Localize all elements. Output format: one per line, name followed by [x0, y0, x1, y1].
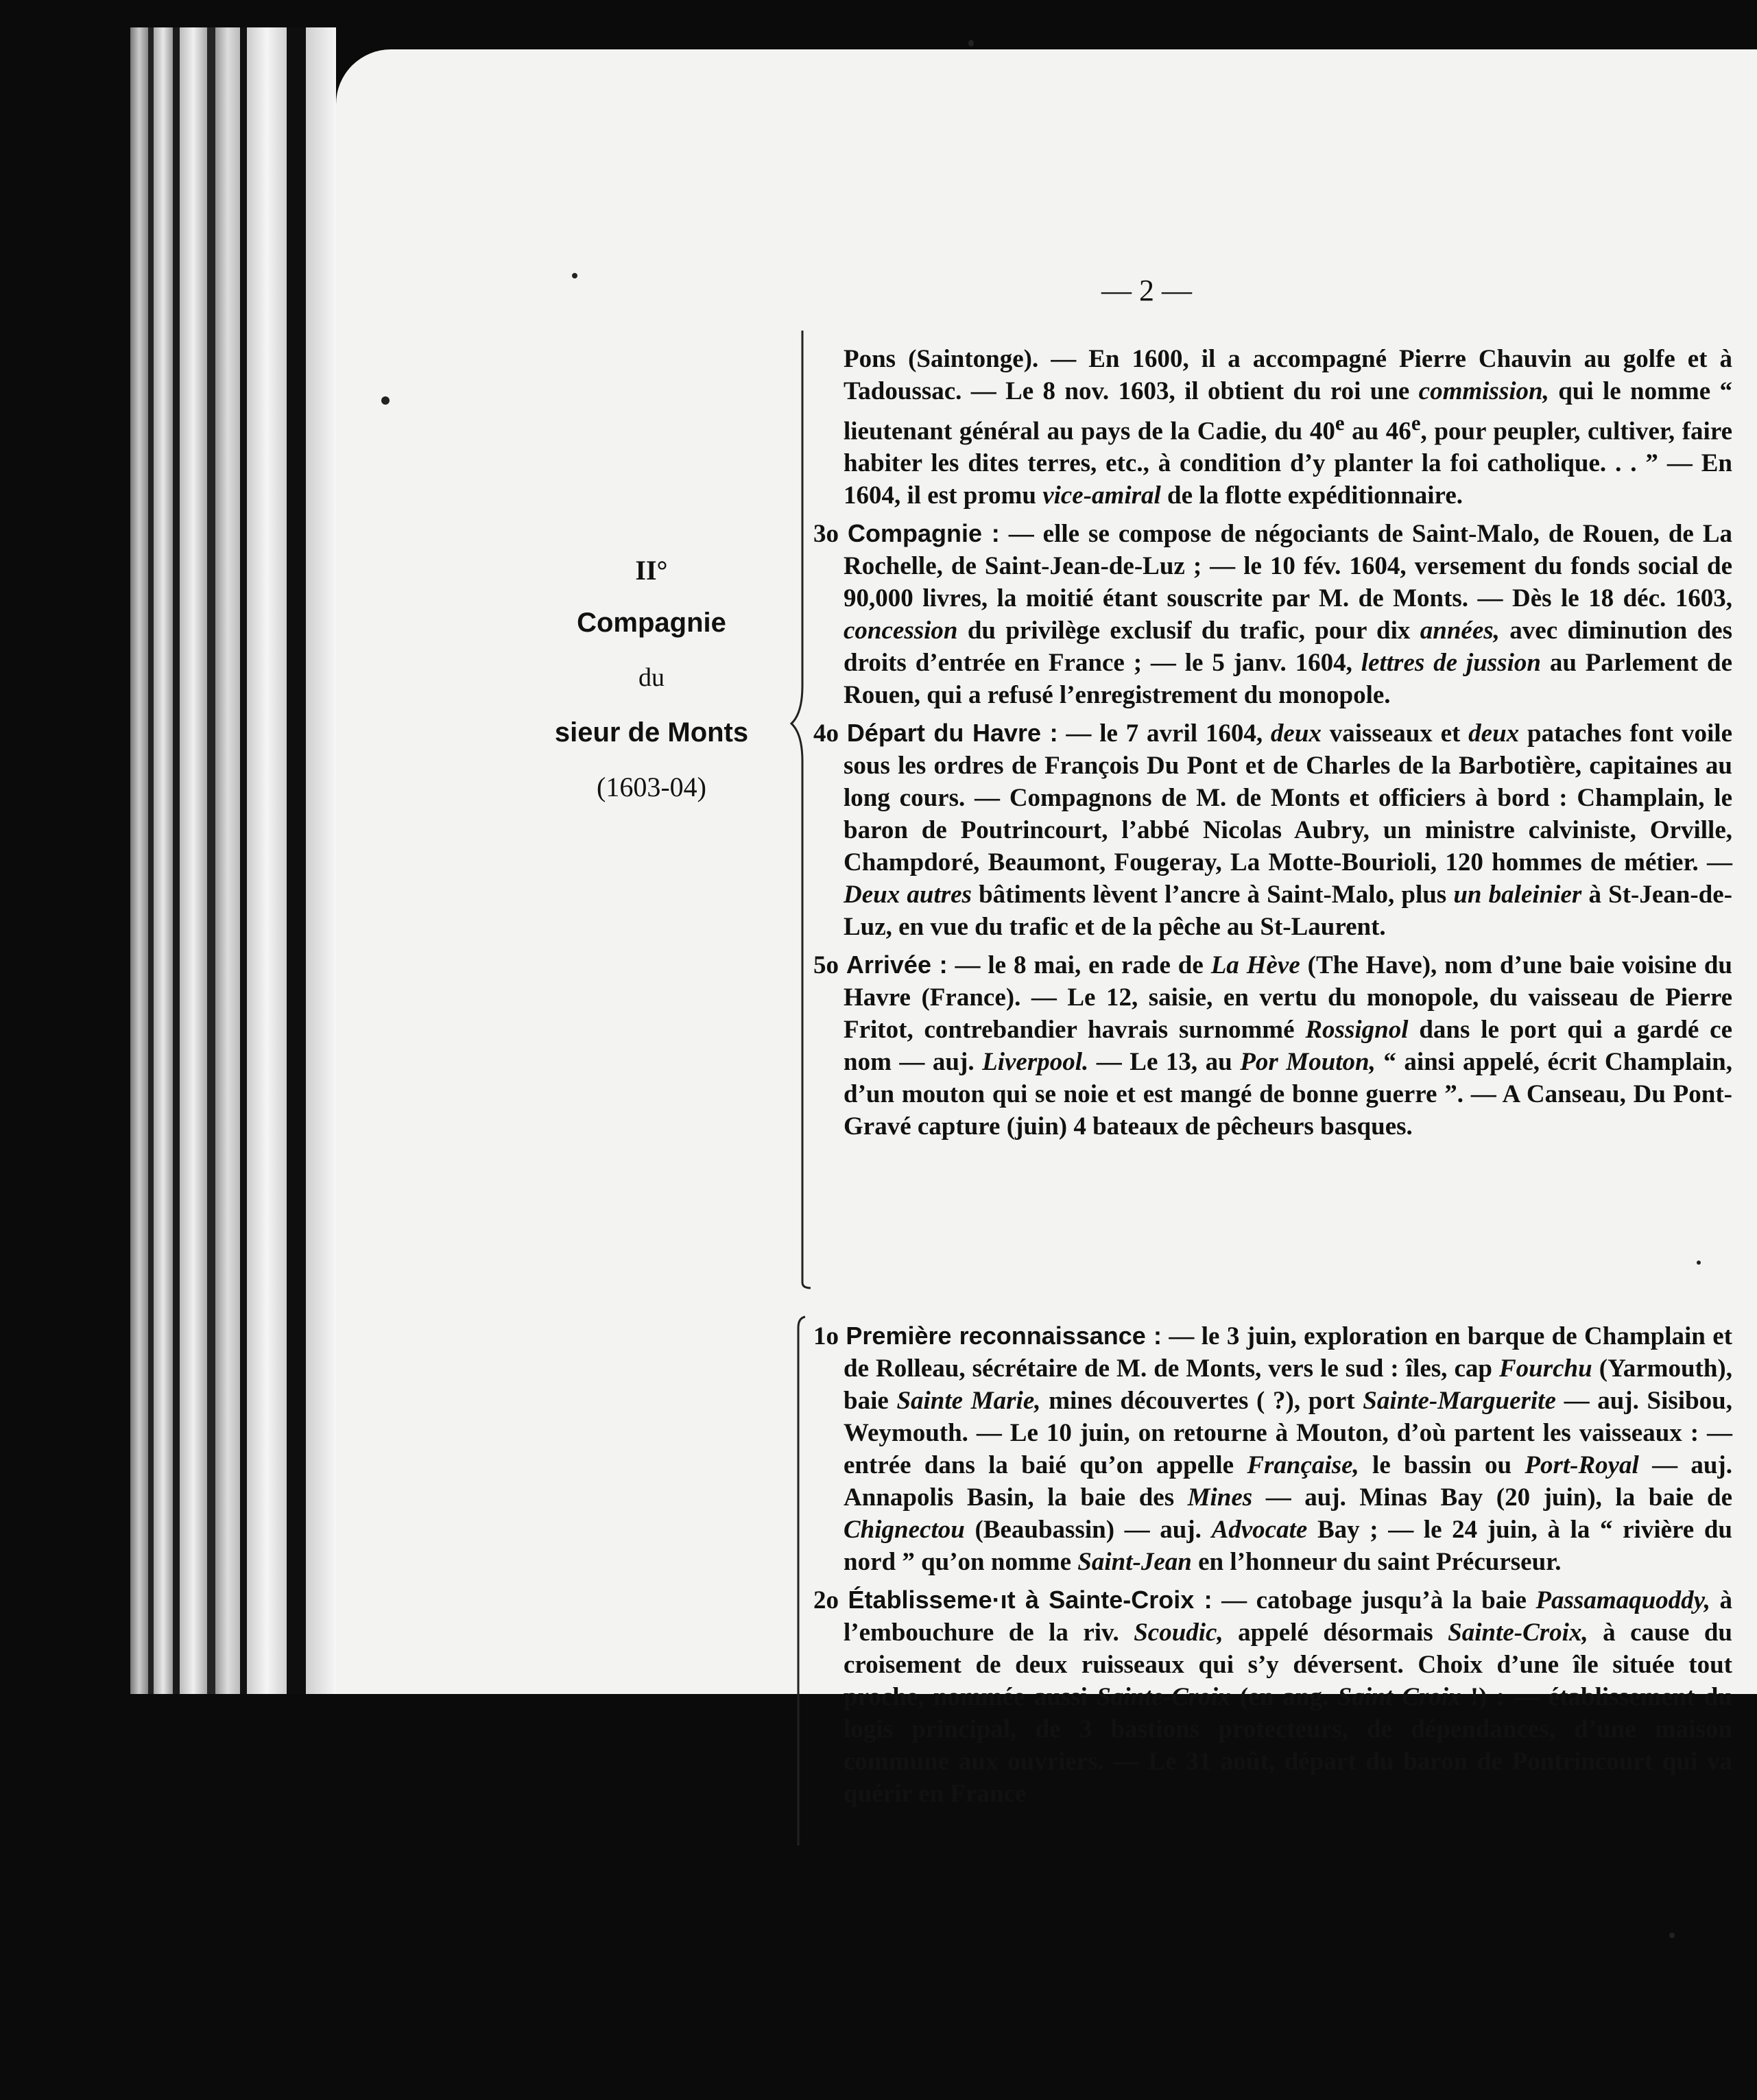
margin-heading-title: Compagnie	[577, 608, 726, 638]
paragraph-depart-du-havre: 4o Départ du Havre : — le 7 avril 1604, deux vaisseaux et deux pataches font voile sous les ordres de François Du Pont et de Charles de la Barbotière, capitaines au long cours. — Compagnons de M. de Monts et officiers à bord : Champlain, le baron de Poutrincourt, l’abbé Nicolas Aubry, un ministre calviniste, Orville, Champdoré, Beaumont, Fougeray, La Motte-Bourioli, 120 hommes de métier. — Deux autres bâtiments lèvent l’ancre à Saint-Malo, plus un baleinier à St-Jean-de-Luz, en vue du trafic et de la pêche au St-Laurent.	[813, 719, 1733, 942]
section-brace-2	[789, 1314, 809, 1849]
section-brace-1	[787, 329, 815, 1289]
paragraph-compagnie: 3o Compagnie : — elle se compose de négociants de Saint-Malo, de Rouen, de La Rochelle, de Saint-Jean-de-Luz ; — le 10 fév. 1604, versement du fonds social de 90,000 livres, la moitié étant souscrite par M. de Monts. — Dès le 18 déc. 1603, concession du privilège exclusif du trafic, pour dix années, avec diminution des droits d’entrée en France ; — le 5 janv. 1604, lettres de jussion au Parlement de Rouen, qui a refusé l’enregistrement du monopole.	[813, 519, 1733, 710]
section-2-text	[813, 1320, 1732, 1815]
paragraph-premiere-reconnaissance: 1o Première reconnaissance : — le 3 juin, exploration en barque de Champlain et de Rolleau, sécrétaire de M. de Monts, vers le sud : îles, cap Fourchu (Yarmouth), baie Sainte Marie, mines découvertes ( ?), port Sainte-Marguerite — auj. Sisibou, Weymouth. — Le 10 juin, on retourne à Mouton, d’où partent les vaisseaux : — entrée dans la baié qu’on appelle Française, le bassin ou Port-Royal — auj. Annapolis Basin, la baie des Mines — auj. Minas Bay (20 juin), la baie de Chignectou (Beaubassin) — auj. Advocate Bay ; — le 24 juin, à la “ rivière du nord ” qu’on nomme Saint-Jean en l’honneur du saint Précurseur.	[813, 1322, 1733, 1576]
paragraph-intro: Pons (Saintonge). — En 1600, il a accompagné Pierre Chauvin au golfe et à Tadoussac. — Le 8 nov. 1603, il obtient du roi une commission, qui le nomme “ lieutenant général au pays de la Cadie, du 40e au 46e, pour peupler, cultiver, faire habiter les dites terres, etc., à condition d’y planter la foi catholique. . . ” — En 1604, il est promu vice-amiral de la flotte expéditionnaire.	[844, 345, 1733, 510]
paragraph-arrivee: 5o Arrivée : — le 8 mai, en rade de La Hève (The Have), nom d’une baie voisine du Havre (France). — Le 12, saisie, en vertu du monopole, du vaisseau de Pierre Fritot, contrebandier havrais surnommé Rossignol dans le port qui a gardé ce nom — auj. Liverpool. — Le 13, au Por Mouton, “ ainsi appelé, écrit Champlain, d’un mouton qui se noie et est mangé de bonne guerre ”. — A Canseau, Du Pont-Gravé capture (juin) 4 bateaux de pêcheurs basques.	[813, 951, 1733, 1141]
margin-heading-number: II°	[635, 555, 668, 586]
margin-heading-subtitle: sieur de Monts	[554, 717, 749, 748]
section-1-text	[813, 343, 1732, 1148]
margin-heading-dates: (1603-04)	[597, 772, 706, 802]
paragraph-etablissement: 2o Établisseme·ıt à Sainte-Croix : — catobage jusqu’à la baie Passamaquoddy, à l’embouchure de la riv. Scoudic, appelé désormais Sainte-Croix, à cause du croisement de deux ruisseaux qui s’y déversent. Choix d’une île située tout proche, nommée aussi Sainte-Croix (en ang. Saint Croix !) : — établissement du logis principal, de 3 bastions protecteurs, de dépendances, d’une maison commune aux ouvriers. — Le 31 août, départ du baron de Pontrincourt qui va quérir en France	[813, 1586, 1733, 1808]
margin-heading-du: du	[638, 663, 665, 692]
book-spine	[130, 27, 336, 1701]
page-number: — 2 —	[1101, 274, 1192, 307]
